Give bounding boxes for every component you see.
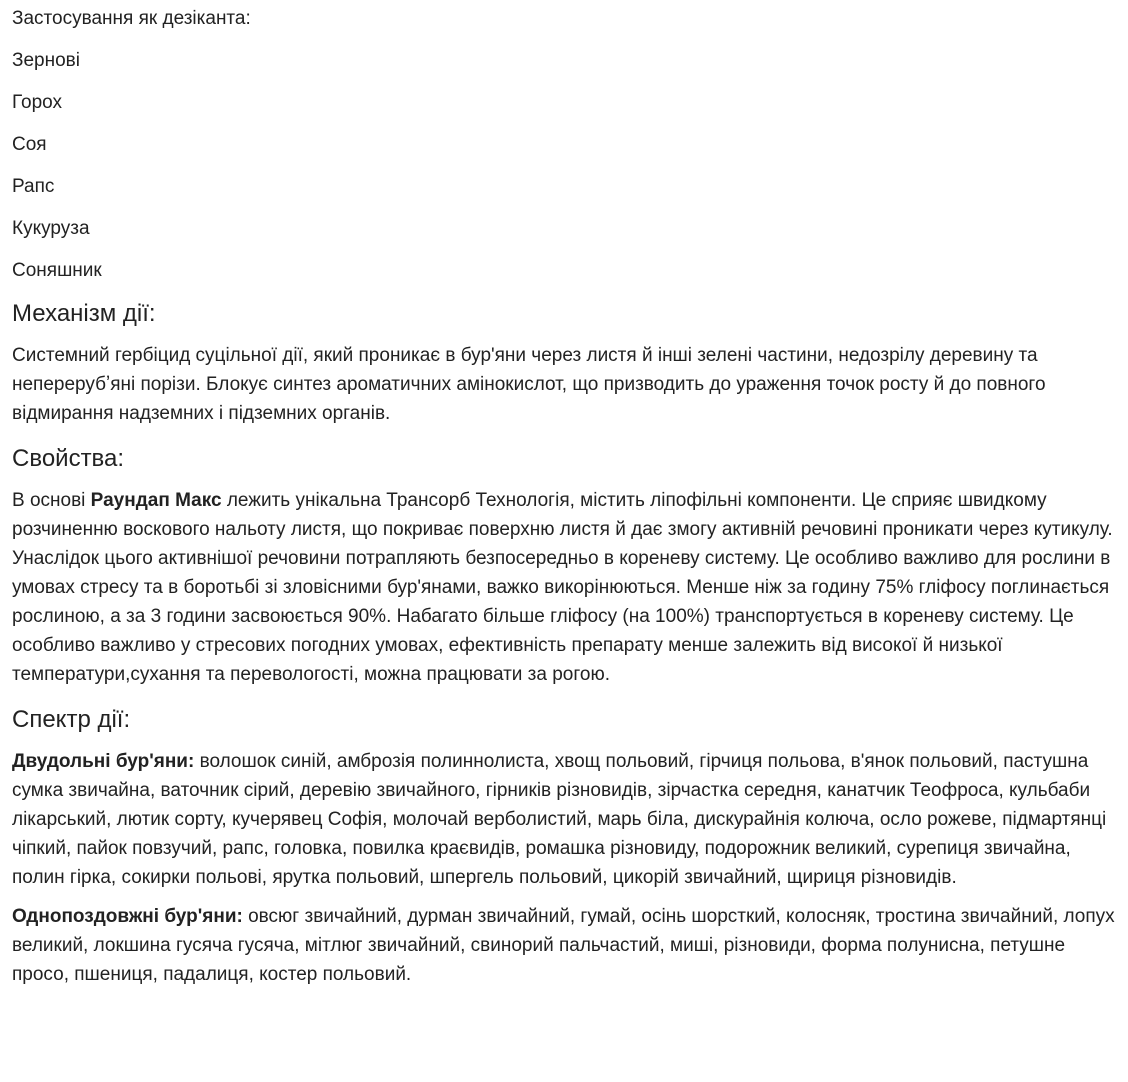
- product-name: Раундап Макс: [90, 490, 222, 511]
- list-item: Рапс: [12, 176, 55, 197]
- dicot-weeds-text: [12, 747, 1116, 892]
- monocot-weeds-label: Однопоздовжні бур'яни:: [12, 906, 243, 927]
- mechanism-text: Системний гербіцид суцільної дії, який проникає в бур'яни через листя й інші зелені частини, недозрілу деревину та неперерубʼяні порізи. Блокує синтез ароматичних амінокислот, що призводить до ураження точок росту й до повного відмирання надземних і підземних органів.: [12, 345, 1046, 424]
- properties-text-after: лежить унікальна Трансорб Технологія, містить ліпофільні компоненти. Це сприяє швидкому розчиненню воскового нальоту листя, що покриває поверхню листя й дає змогу активній речовині проникати через кутикулу. Унаслідок цього активнішої речовини потрапляють безпосередньо в кореневу систему. Це особливо важливо для рослини в умовах стресу та в боротьбі зі зловісними бур'янами, важко викорінюються. Менше ніж за годину 75% гліфосу поглинається рослиною, а за 3 години засвоюється 90%. Набагато більше гліфосу (на 100%) транспортується в кореневу систему. Це особливо важливо у стресових погодних умовах, ефективність препарату менше залежить від високої й низької температури,сухання та перевологості, можна працювати за рогою.: [12, 490, 1113, 685]
- desiccant-heading: Застосування як дезіканта:: [12, 8, 251, 29]
- list-item: Зернові: [12, 50, 80, 71]
- list-item: Горох: [12, 92, 63, 113]
- properties-text-before: В основі: [12, 490, 91, 511]
- monocot-weeds-list: овсюг звичайний, дурман звичайний, гумай, осінь шорсткий, колосняк, тростина звичайний, лопух великий, локшина гусяча гусяча, мітлюг звичайний, свинорий пальчастий, миші, різновиди, форма полунисна, петушне просо, пшениця, падалиця, костер польовий.: [12, 906, 1115, 985]
- list-item: Соняшник: [12, 260, 102, 281]
- list-item: Соя: [12, 134, 47, 155]
- monocot-weeds-text: [12, 902, 1116, 989]
- properties-text: [12, 486, 1116, 689]
- crop-list: [12, 46, 1116, 285]
- list-item: Кукуруза: [12, 218, 90, 239]
- mechanism-heading: Механізм дії:: [12, 300, 156, 327]
- dicot-weeds-label: Двудольні бур'яни:: [12, 751, 195, 772]
- dicot-weeds-list: волошок синій, амброзія полиннолиста, хвощ польовий, гірчиця польова, в'янок польовий, пастушна сумка звичайна, ваточник сірий, деревію звичайного, гірників різновидів, зірчастка середня, канатчик Теофроса, кульбаби лікарський, лютик сорту, кучерявец Софія, молочай верболистий, марь біла, дискурайнія колюча, осло рожеве, підмартянці чіпкий, пайок повзучий, рапс, головка, повилка краєвидів, ромашка різновиду, подорожник великий, сурепиця звичайна, полин гірка, сокирки польові, ярутка польовий, шпергель польовий, цикорій звичайний, щириця різновидів.: [12, 751, 1107, 888]
- properties-heading: Свойства:: [12, 445, 125, 472]
- spectrum-heading: Спектр дії:: [12, 706, 131, 733]
